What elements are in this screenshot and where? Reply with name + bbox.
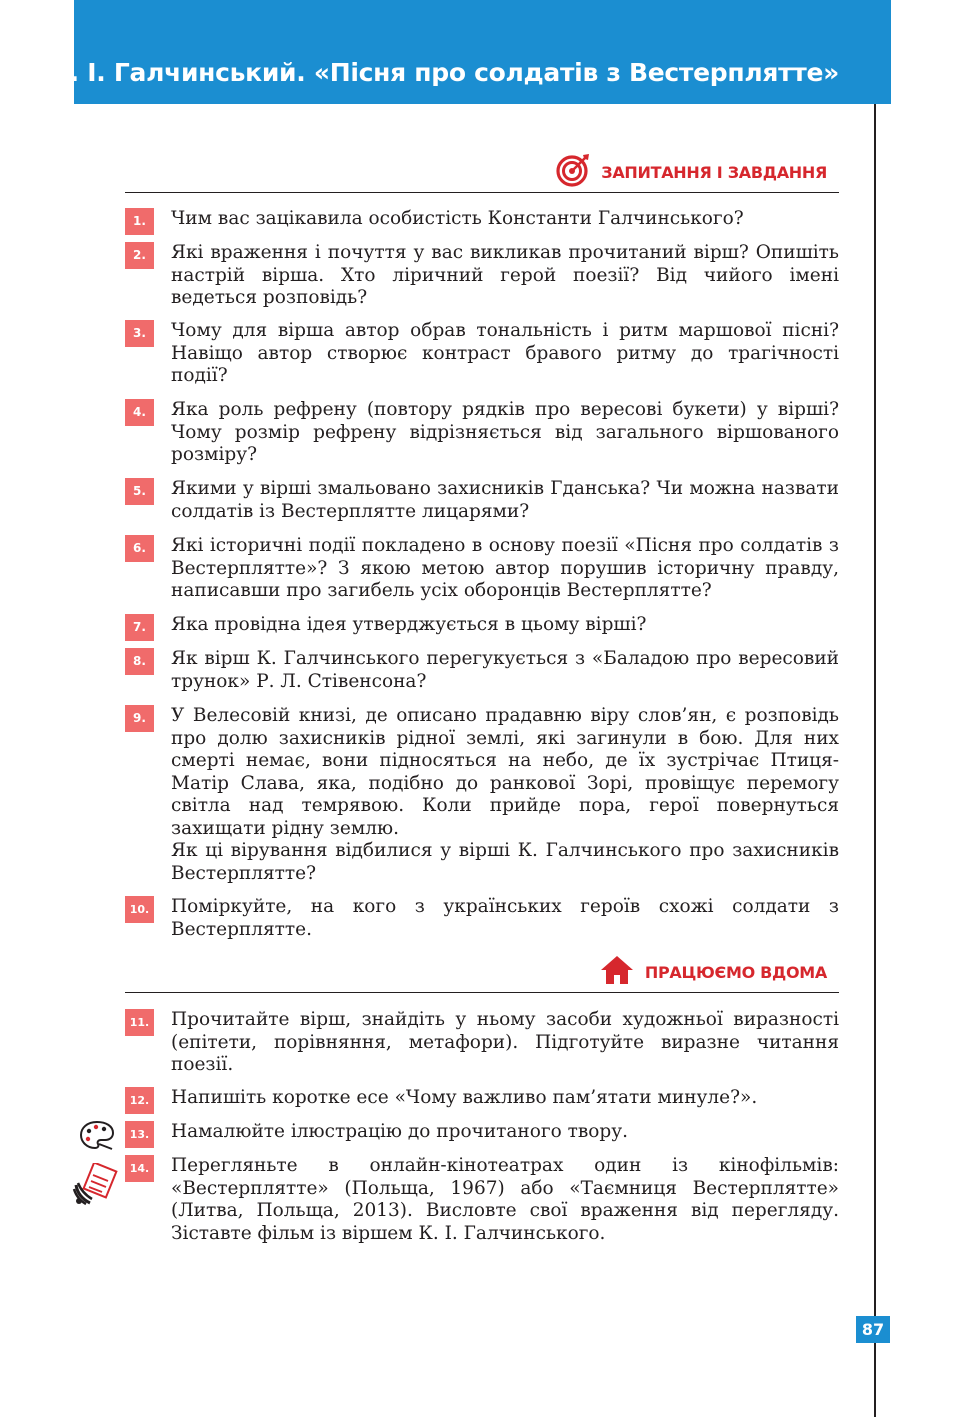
palette-icon bbox=[79, 1119, 115, 1155]
section-questions-rule bbox=[125, 192, 839, 193]
film-icon bbox=[72, 1163, 118, 1211]
task-item-10 bbox=[125, 896, 839, 941]
task-text: Яка роль рефрену (повтору рядків про вересові букети) у вірші? Чому розмір рефрену відрізняється від загального віршованого розміру? bbox=[171, 399, 839, 465]
task-item-4 bbox=[125, 399, 839, 467]
task-text: Як вірш К. Галчинського перегукується з «Баладою про вересовий трунок» Р. Л. Стівенсона? bbox=[171, 648, 839, 692]
task-number: 2. bbox=[125, 242, 154, 269]
task-text: Які враження і почуття у вас викликав прочитаний вірш? Опишіть настрій вірша. Хто ліричний герой поезії? Від чийого імені ведеться розповідь? bbox=[171, 242, 839, 308]
task-item-8 bbox=[125, 648, 839, 693]
right-margin-rule bbox=[874, 104, 876, 1417]
task-item-5 bbox=[125, 478, 839, 523]
task-item-7 bbox=[125, 614, 839, 641]
task-text: Яка провідна ідея утверджується в цьому вірші? bbox=[171, 614, 647, 635]
task-paragraph: Як ці вірування відбилися у вірші К. Галчинського про захисників Вестерплятте? bbox=[171, 840, 839, 884]
house-icon bbox=[599, 954, 635, 990]
task-number: 12. bbox=[125, 1087, 154, 1114]
task-number: 14. bbox=[125, 1155, 154, 1182]
task-number: 6. bbox=[125, 535, 154, 562]
page-number: 87 bbox=[856, 1316, 890, 1343]
task-text: Поміркуйте, на кого з українських героїв схожі солдати з Вестерплятте. bbox=[171, 896, 839, 940]
task-text: Намалюйте ілюстрацію до прочитаного твору. bbox=[171, 1121, 628, 1142]
task-number: 11. bbox=[125, 1009, 154, 1036]
task-item-3 bbox=[125, 320, 839, 388]
task-item-14 bbox=[125, 1155, 839, 1245]
task-number: 10. bbox=[125, 896, 154, 923]
task-number: 3. bbox=[125, 320, 154, 347]
header-band bbox=[49, 0, 891, 104]
task-text: Чим вас зацікавила особистість Константи Галчинського? bbox=[171, 208, 744, 229]
task-item-9 bbox=[125, 705, 839, 885]
section-home-rule bbox=[125, 992, 839, 993]
section-questions-heading bbox=[555, 152, 827, 192]
task-number: 5. bbox=[125, 478, 154, 505]
section-home-heading bbox=[599, 954, 827, 990]
task-number: 7. bbox=[125, 614, 154, 641]
page-title: К. І. Галчинський. «Пісня про солдатів з Вестерплятте» bbox=[49, 58, 839, 87]
task-number: 1. bbox=[125, 208, 154, 235]
task-item-6 bbox=[125, 535, 839, 603]
section-home-title: ПРАЦЮЄМО ВДОМА bbox=[644, 962, 827, 982]
task-text: Які історичні події покладено в основу поезії «Пісня про солдатів з Вестерплятте»? З якою метою автор порушив історичну правду, написавши про загибель усіх оборонців Вестерплятте? bbox=[171, 535, 839, 601]
task-item-13 bbox=[125, 1121, 839, 1148]
task-number: 8. bbox=[125, 648, 154, 675]
task-number: 13. bbox=[125, 1121, 154, 1148]
task-text: Перегляньте в онлайн-кінотеатрах один із кінофільмів: «Вестерплятте» (Польща, 1967) або «Таємниця Вестерплятте» (Литва, Польща, 2013). Висловте свої враження від перегляду. Зіставте фільм із віршем К. І. Галчинського. bbox=[171, 1155, 839, 1244]
task-item-1 bbox=[125, 208, 839, 235]
task-item-11 bbox=[125, 1009, 839, 1077]
task-text: Чому для вірша автор обрав тональність і ритм маршової пісні? Навіщо автор створює контраст бравого ритму до трагічності події? bbox=[171, 320, 839, 386]
task-item-12 bbox=[125, 1087, 839, 1114]
task-text: Прочитайте вірш, знайдіть у ньому засоби художньої виразності (епітети, порівняння, метафори). Підготуйте виразне читання поезії. bbox=[171, 1009, 839, 1075]
task-paragraph: У Велесовій книзі, де описано прадавню віру слов’ян, є розповідь про долю захисників рідної землі, які загинули в бою. Для них смерті немає, вони підносяться на небо, де їх зустрічає Птиця-Матір Слава, яка, подібно до ранкової Зорі, провіщує перемогу світла над темрявою. Коли прийде пора, герої повернуться захищати рідну землю. bbox=[171, 705, 839, 839]
section-questions-title: ЗАПИТАННЯ І ЗАВДАННЯ bbox=[601, 162, 827, 182]
task-number: 9. bbox=[125, 705, 154, 732]
task-text bbox=[171, 705, 839, 885]
task-text: Напишіть коротке есе «Чому важливо пам’ятати минуле?». bbox=[171, 1087, 758, 1108]
task-item-2 bbox=[125, 242, 839, 310]
task-number: 4. bbox=[125, 399, 154, 426]
target-icon bbox=[555, 152, 591, 192]
task-text: Якими у вірші змальовано захисників Гданська? Чи можна назвати солдатів із Вестерплятте лицарями? bbox=[171, 478, 839, 522]
